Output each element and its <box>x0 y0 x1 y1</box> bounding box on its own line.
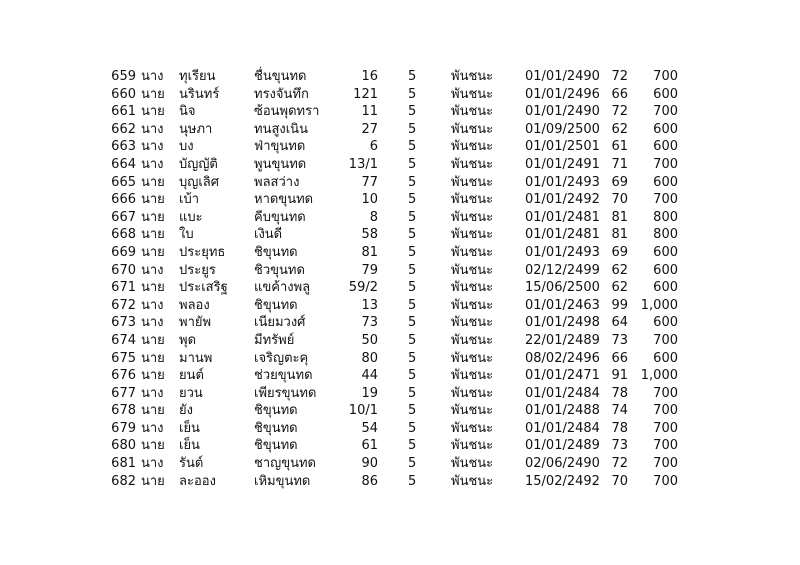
first-name: ทุเรียน <box>179 69 216 84</box>
row-number: 679 <box>111 420 136 436</box>
allowance-amount: 700 <box>653 156 678 172</box>
surname: เนียมวงศ์ <box>254 315 306 331</box>
title-prefix: นาย <box>141 332 165 348</box>
birth-date: 01/01/2488 <box>525 403 600 419</box>
age: 69 <box>611 174 628 190</box>
title-prefix: นาย <box>141 350 165 366</box>
moo-number: 5 <box>408 332 417 348</box>
moo-number: 5 <box>408 227 417 243</box>
surname: เงินดี <box>254 227 283 243</box>
surname: ชิขุนทด <box>254 438 298 454</box>
row-number: 673 <box>111 315 136 331</box>
row-number: 660 <box>111 86 136 102</box>
row-number: 674 <box>111 332 136 348</box>
age: 61 <box>611 139 628 155</box>
title-prefix: นาย <box>141 209 165 225</box>
birth-date: 01/01/2489 <box>525 438 600 454</box>
row-number: 659 <box>111 69 136 84</box>
table-row <box>0 367 800 385</box>
first-name: เย็น <box>179 438 200 454</box>
birth-date: 01/01/2484 <box>525 385 600 401</box>
allowance-amount: 600 <box>653 244 678 260</box>
birth-date: 15/06/2500 <box>525 280 600 296</box>
village-name: พันชนะ <box>451 280 494 296</box>
moo-number: 5 <box>408 209 417 225</box>
first-name: ยวน <box>179 385 203 401</box>
village-name: พันชนะ <box>451 456 494 472</box>
birth-date: 01/01/2463 <box>525 297 600 313</box>
age: 91 <box>611 368 628 384</box>
row-number: 665 <box>111 174 136 190</box>
title-prefix: นาย <box>141 244 165 260</box>
house-number: 54 <box>361 420 378 436</box>
table-row <box>0 209 800 227</box>
age: 71 <box>611 156 628 172</box>
title-prefix: นาย <box>141 403 165 419</box>
table-row <box>0 86 800 104</box>
age: 73 <box>611 332 628 348</box>
age: 69 <box>611 244 628 260</box>
surname: หาดขุนทด <box>254 192 314 208</box>
allowance-amount: 700 <box>653 332 678 348</box>
title-prefix: นาย <box>141 438 165 454</box>
table-row <box>0 279 800 297</box>
row-number: 663 <box>111 139 136 155</box>
first-name: บัญญัติ <box>179 156 218 172</box>
age: 78 <box>611 420 628 436</box>
title-prefix: นาย <box>141 227 165 243</box>
title-prefix: นาง <box>141 385 164 401</box>
village-name: พันชนะ <box>451 244 494 260</box>
allowance-amount: 600 <box>653 139 678 155</box>
village-name: พันชนะ <box>451 86 494 102</box>
age: 81 <box>611 209 628 225</box>
row-number: 675 <box>111 350 136 366</box>
birth-date: 01/09/2500 <box>525 121 600 137</box>
first-name: เย็น <box>179 420 200 436</box>
surname: ช่วยขุนทด <box>254 368 313 384</box>
house-number: 77 <box>361 174 378 190</box>
table-row <box>0 244 800 262</box>
birth-date: 22/01/2489 <box>525 332 600 348</box>
house-number: 61 <box>361 438 378 454</box>
allowance-amount: 700 <box>653 456 678 472</box>
first-name: เบ้า <box>179 192 199 208</box>
table-row <box>0 262 800 280</box>
surname: ชื่นขุนทด <box>254 69 307 84</box>
house-number: 10 <box>361 192 378 208</box>
age: 70 <box>611 192 628 208</box>
moo-number: 5 <box>408 438 417 454</box>
house-number: 27 <box>361 121 378 137</box>
allowance-amount: 700 <box>653 473 678 489</box>
surname: ชิขุนทด <box>254 244 298 260</box>
title-prefix: นาง <box>141 456 164 472</box>
surname: พลสว่าง <box>254 174 300 190</box>
title-prefix: นาง <box>141 262 164 278</box>
moo-number: 5 <box>408 385 417 401</box>
first-name: นุษภา <box>179 121 213 137</box>
house-number: 79 <box>361 262 378 278</box>
house-number: 10/1 <box>348 403 378 419</box>
surname: เพียรขุนทด <box>254 385 317 401</box>
village-name: พันชนะ <box>451 104 494 120</box>
row-number: 677 <box>111 385 136 401</box>
age: 74 <box>611 403 628 419</box>
birth-date: 01/01/2481 <box>525 227 600 243</box>
first-name: ประยุทธ <box>179 244 226 260</box>
row-number: 664 <box>111 156 136 172</box>
row-number: 662 <box>111 121 136 137</box>
title-prefix: นาง <box>141 297 164 313</box>
table-row <box>0 420 800 438</box>
table-row <box>0 191 800 209</box>
age: 70 <box>611 473 628 489</box>
house-number: 16 <box>361 69 378 84</box>
house-number: 19 <box>361 385 378 401</box>
birth-date: 01/01/2501 <box>525 139 600 155</box>
allowance-amount: 700 <box>653 385 678 401</box>
table-row <box>0 332 800 350</box>
row-number: 670 <box>111 262 136 278</box>
table-row <box>0 297 800 315</box>
title-prefix: นาย <box>141 104 165 120</box>
house-number: 13 <box>361 297 378 313</box>
first-name: รันต์ <box>179 456 204 472</box>
allowance-amount: 600 <box>653 280 678 296</box>
surname: ฟ่าขุนทด <box>254 139 306 155</box>
birth-date: 01/01/2481 <box>525 209 600 225</box>
village-name: พันชนะ <box>451 121 494 137</box>
moo-number: 5 <box>408 473 417 489</box>
house-number: 13/1 <box>348 156 378 172</box>
house-number: 59/2 <box>348 280 378 296</box>
birth-date: 01/01/2493 <box>525 244 600 260</box>
birth-date: 01/01/2471 <box>525 368 600 384</box>
house-number: 8 <box>369 209 378 225</box>
house-number: 73 <box>361 315 378 331</box>
allowance-amount: 700 <box>653 69 678 84</box>
age: 66 <box>611 86 628 102</box>
first-name: พลอง <box>179 297 210 313</box>
moo-number: 5 <box>408 403 417 419</box>
village-name: พันชนะ <box>451 297 494 313</box>
table-row <box>0 156 800 174</box>
village-name: พันชนะ <box>451 174 494 190</box>
moo-number: 5 <box>408 192 417 208</box>
house-number: 44 <box>361 368 378 384</box>
table-row <box>0 350 800 368</box>
age: 62 <box>611 262 628 278</box>
birth-date: 01/01/2484 <box>525 420 600 436</box>
age: 99 <box>611 297 628 313</box>
title-prefix: นาย <box>141 174 165 190</box>
village-name: พันชนะ <box>451 350 494 366</box>
allowance-amount: 600 <box>653 86 678 102</box>
moo-number: 5 <box>408 420 417 436</box>
row-number: 681 <box>111 456 136 472</box>
table-row <box>0 437 800 455</box>
village-name: พันชนะ <box>451 156 494 172</box>
age: 62 <box>611 121 628 137</box>
allowance-amount: 600 <box>653 315 678 331</box>
title-prefix: นาง <box>141 420 164 436</box>
moo-number: 5 <box>408 297 417 313</box>
village-name: พันชนะ <box>451 262 494 278</box>
moo-number: 5 <box>408 156 417 172</box>
house-number: 50 <box>361 332 378 348</box>
birth-date: 02/12/2499 <box>525 262 600 278</box>
title-prefix: นาย <box>141 368 165 384</box>
beneficiary-table <box>0 68 800 490</box>
birth-date: 15/02/2492 <box>525 473 600 489</box>
birth-date: 01/01/2490 <box>525 69 600 84</box>
village-name: พันชนะ <box>451 332 494 348</box>
birth-date: 01/01/2498 <box>525 315 600 331</box>
allowance-amount: 800 <box>653 227 678 243</box>
table-row <box>0 226 800 244</box>
allowance-amount: 600 <box>653 262 678 278</box>
title-prefix: นาย <box>141 192 165 208</box>
house-number: 121 <box>353 86 378 102</box>
house-number: 80 <box>361 350 378 366</box>
allowance-amount: 600 <box>653 350 678 366</box>
allowance-amount: 600 <box>653 121 678 137</box>
title-prefix: นาง <box>141 121 164 137</box>
birth-date: 01/01/2490 <box>525 104 600 120</box>
title-prefix: นาย <box>141 280 165 296</box>
age: 66 <box>611 350 628 366</box>
first-name: ประเสริฐ <box>179 280 228 296</box>
moo-number: 5 <box>408 315 417 331</box>
house-number: 86 <box>361 473 378 489</box>
first-name: บุญเลิศ <box>179 174 219 190</box>
village-name: พันชนะ <box>451 403 494 419</box>
first-name: ยนต์ <box>179 368 204 384</box>
table-row <box>0 138 800 156</box>
village-name: พันชนะ <box>451 69 494 84</box>
house-number: 6 <box>369 139 378 155</box>
row-number: 669 <box>111 244 136 260</box>
age: 73 <box>611 438 628 454</box>
moo-number: 5 <box>408 104 417 120</box>
village-name: พันชนะ <box>451 192 494 208</box>
house-number: 81 <box>361 244 378 260</box>
moo-number: 5 <box>408 86 417 102</box>
title-prefix: นาย <box>141 86 165 102</box>
table-row <box>0 121 800 139</box>
age: 72 <box>611 69 628 84</box>
surname: ชิวขุนทด <box>254 262 305 278</box>
birth-date: 08/02/2496 <box>525 350 600 366</box>
moo-number: 5 <box>408 456 417 472</box>
title-prefix: นาง <box>141 315 164 331</box>
birth-date: 01/01/2492 <box>525 192 600 208</box>
moo-number: 5 <box>408 121 417 137</box>
village-name: พันชนะ <box>451 420 494 436</box>
moo-number: 5 <box>408 280 417 296</box>
title-prefix: นาง <box>141 69 164 84</box>
first-name: พายัพ <box>179 315 212 331</box>
age: 81 <box>611 227 628 243</box>
village-name: พันชนะ <box>451 209 494 225</box>
first-name: ละออง <box>179 473 216 489</box>
birth-date: 01/01/2491 <box>525 156 600 172</box>
village-name: พันชนะ <box>451 368 494 384</box>
moo-number: 5 <box>408 174 417 190</box>
row-number: 671 <box>111 280 136 296</box>
house-number: 11 <box>361 104 378 120</box>
row-number: 676 <box>111 368 136 384</box>
village-name: พันชนะ <box>451 385 494 401</box>
first-name: ใบ <box>179 227 194 243</box>
surname: ทรงจันทึก <box>254 86 309 102</box>
table-row <box>0 385 800 403</box>
house-number: 90 <box>361 456 378 472</box>
allowance-amount: 700 <box>653 104 678 120</box>
row-number: 672 <box>111 297 136 313</box>
title-prefix: นาง <box>141 156 164 172</box>
table-row <box>0 68 800 86</box>
moo-number: 5 <box>408 262 417 278</box>
surname: ชิขุนทด <box>254 297 298 313</box>
house-number: 58 <box>361 227 378 243</box>
age: 78 <box>611 385 628 401</box>
allowance-amount: 600 <box>653 174 678 190</box>
table-row <box>0 473 800 491</box>
moo-number: 5 <box>408 69 417 84</box>
table-row <box>0 455 800 473</box>
table-row <box>0 174 800 192</box>
moo-number: 5 <box>408 139 417 155</box>
surname: ชิขุนทด <box>254 403 298 419</box>
table-row <box>0 402 800 420</box>
first-name: แบะ <box>179 209 203 225</box>
birth-date: 01/01/2496 <box>525 86 600 102</box>
row-number: 680 <box>111 438 136 454</box>
age: 62 <box>611 280 628 296</box>
row-number: 682 <box>111 473 136 489</box>
surname: ซ้อนพุดทรา <box>254 104 320 120</box>
first-name: มานพ <box>179 350 213 366</box>
table-row <box>0 314 800 332</box>
surname: ทนสูงเนิน <box>254 121 308 137</box>
surname: พูนขุนทด <box>254 156 307 172</box>
allowance-amount: 800 <box>653 209 678 225</box>
first-name: ยัง <box>179 403 193 419</box>
village-name: พันชนะ <box>451 139 494 155</box>
first-name: นิจ <box>179 104 196 120</box>
surname: แขค้างพลู <box>254 280 311 296</box>
title-prefix: นาง <box>141 139 164 155</box>
table-row <box>0 103 800 121</box>
allowance-amount: 700 <box>653 403 678 419</box>
row-number: 667 <box>111 209 136 225</box>
village-name: พันชนะ <box>451 315 494 331</box>
allowance-amount: 700 <box>653 438 678 454</box>
birth-date: 02/06/2490 <box>525 456 600 472</box>
moo-number: 5 <box>408 244 417 260</box>
surname: เหิมขุนทด <box>254 473 311 489</box>
village-name: พันชนะ <box>451 227 494 243</box>
moo-number: 5 <box>408 350 417 366</box>
allowance-amount: 700 <box>653 192 678 208</box>
surname: ชาญขุนทด <box>254 456 316 472</box>
title-prefix: นาย <box>141 473 165 489</box>
birth-date: 01/01/2493 <box>525 174 600 190</box>
surname: ชิขุนทด <box>254 420 298 436</box>
first-name: นรินทร์ <box>179 86 220 102</box>
first-name: ประยูร <box>179 262 216 278</box>
row-number: 666 <box>111 192 136 208</box>
row-number: 668 <box>111 227 136 243</box>
allowance-amount: 1,000 <box>640 297 678 313</box>
age: 72 <box>611 104 628 120</box>
moo-number: 5 <box>408 368 417 384</box>
age: 64 <box>611 315 628 331</box>
age: 72 <box>611 456 628 472</box>
row-number: 661 <box>111 104 136 120</box>
row-number: 678 <box>111 403 136 419</box>
village-name: พันชนะ <box>451 438 494 454</box>
first-name: พุด <box>179 332 197 348</box>
allowance-amount: 700 <box>653 420 678 436</box>
surname: มีทรัพย์ <box>254 332 295 348</box>
village-name: พันชนะ <box>451 473 494 489</box>
surname: เจริญตะคุ <box>254 350 309 366</box>
first-name: บง <box>179 139 194 155</box>
allowance-amount: 1,000 <box>640 368 678 384</box>
surname: คีบขุนทด <box>254 209 306 225</box>
